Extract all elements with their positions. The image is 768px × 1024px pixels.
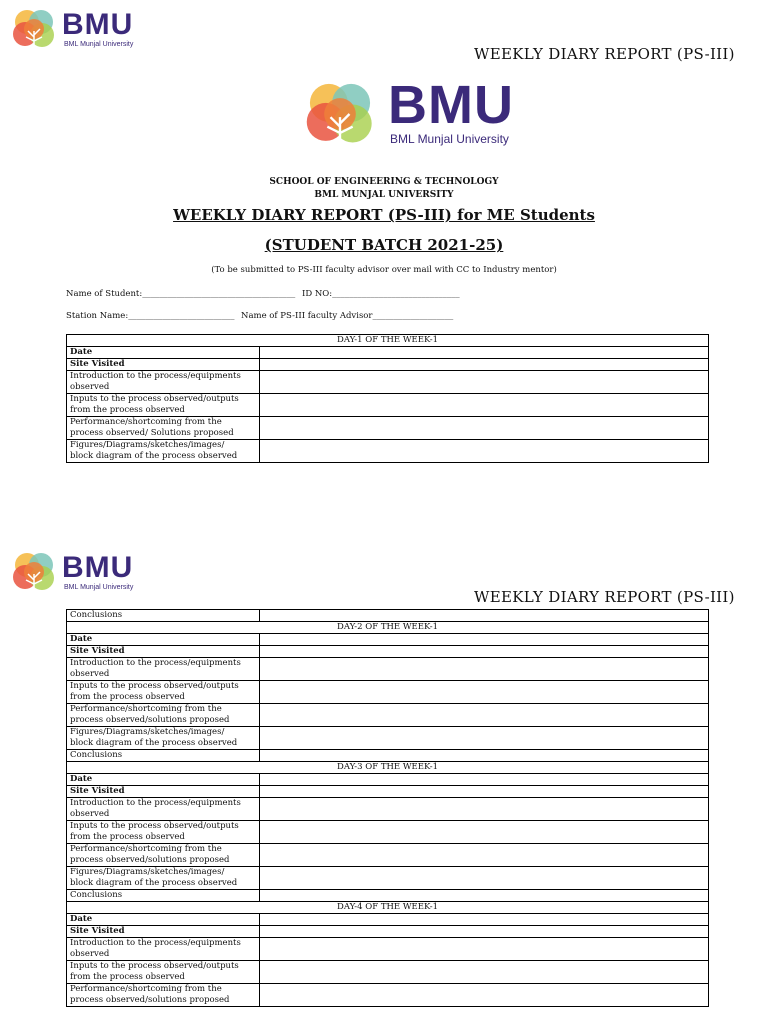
conclusions-cell[interactable]: [260, 750, 709, 762]
intro-label: Introduction to the process/equipments observed: [67, 371, 260, 394]
logo-subtitle: BML Munjal University: [64, 584, 134, 591]
day-heading: DAY-2 OF THE WEEK-1: [67, 622, 709, 634]
tree-logo-icon: [302, 76, 378, 152]
intro-cell[interactable]: [260, 371, 709, 394]
inputs-label: Inputs to the process observed/outputs from the process observed: [67, 821, 260, 844]
inputs-cell[interactable]: [260, 821, 709, 844]
date-label: Date: [67, 774, 260, 786]
performance-label: Performance/shortcoming from the process observed/solutions proposed: [67, 844, 260, 867]
site-label: Site Visited: [67, 646, 260, 658]
station-name-field[interactable]: Station Name:_________________________: [66, 311, 235, 321]
performance-cell[interactable]: [260, 844, 709, 867]
site-cell[interactable]: [260, 786, 709, 798]
submission-note: (To be submitted to PS-III faculty advisor over mail with CC to Industry mentor): [211, 265, 557, 275]
inputs-label: Inputs to the process observed/outputs from the process observed: [67, 961, 260, 984]
intro-label: Introduction to the process/equipments observed: [67, 798, 260, 821]
logo-name: BMU: [62, 8, 134, 41]
logo-name-large: BMU: [388, 75, 514, 135]
bmu-logo-large: [302, 76, 382, 156]
intro-cell[interactable]: [260, 798, 709, 821]
figures-label: Figures/Diagrams/sketches/images/ block diagram of the process observed: [67, 727, 260, 750]
performance-label: Performance/shortcoming from the process observed/solutions proposed: [67, 984, 260, 1007]
intro-cell[interactable]: [260, 938, 709, 961]
performance-cell[interactable]: [260, 417, 709, 440]
university-name: BML MUNJAL UNIVERSITY: [314, 190, 454, 200]
day1-table: [66, 334, 709, 463]
site-cell[interactable]: [260, 926, 709, 938]
day-heading: DAY-3 OF THE WEEK-1: [67, 762, 709, 774]
site-label: Site Visited: [67, 926, 260, 938]
day-heading: DAY-4 OF THE WEEK-1: [67, 902, 709, 914]
performance-label: Performance/shortcoming from the process observed/solutions proposed: [67, 704, 260, 727]
figures-cell[interactable]: [260, 867, 709, 890]
conclusions-label: Conclusions: [67, 890, 260, 902]
day-heading: DAY-1 OF THE WEEK-1: [67, 335, 709, 347]
id-field[interactable]: ID NO:______________________________: [302, 289, 460, 299]
date-cell[interactable]: [260, 634, 709, 646]
date-cell[interactable]: [260, 347, 709, 359]
date-label: Date: [67, 634, 260, 646]
date-label: Date: [67, 347, 260, 359]
site-label: Site Visited: [67, 786, 260, 798]
performance-cell[interactable]: [260, 984, 709, 1007]
tree-logo-icon: [10, 548, 58, 596]
figures-label: Figures/Diagrams/sketches/images/ block diagram of the process observed: [67, 867, 260, 890]
date-label: Date: [67, 914, 260, 926]
intro-label: Introduction to the process/equipments observed: [67, 658, 260, 681]
site-label: Site Visited: [67, 359, 260, 371]
figures-label: Figures/Diagrams/sketches/images/ block diagram of the process observed: [67, 440, 260, 463]
intro-cell[interactable]: [260, 658, 709, 681]
batch-title: (STUDENT BATCH 2021-25): [264, 236, 504, 254]
performance-cell[interactable]: [260, 704, 709, 727]
site-cell[interactable]: [260, 646, 709, 658]
conclusions-label: Conclusions: [67, 750, 260, 762]
page-title: WEEKLY DIARY REPORT (PS-III) for ME Students: [173, 206, 595, 224]
school-name: SCHOOL OF ENGINEERING & TECHNOLOGY: [269, 177, 499, 187]
continued-table: [66, 609, 709, 1007]
inputs-label: Inputs to the process observed/outputs from the process observed: [67, 681, 260, 704]
logo-name: BMU: [62, 551, 134, 584]
figures-cell[interactable]: [260, 727, 709, 750]
conclusions-cell[interactable]: [260, 890, 709, 902]
conclusions-cell[interactable]: [260, 610, 709, 622]
logo-subtitle-large: BML Munjal University: [390, 132, 509, 146]
date-cell[interactable]: [260, 914, 709, 926]
header-title: WEEKLY DIARY REPORT (PS-III): [474, 588, 735, 606]
inputs-label: Inputs to the process observed/outputs from the process observed: [67, 394, 260, 417]
performance-label: Performance/shortcoming from the process observed/ Solutions proposed: [67, 417, 260, 440]
logo-subtitle: BML Munjal University: [64, 41, 134, 48]
date-cell[interactable]: [260, 774, 709, 786]
inputs-cell[interactable]: [260, 961, 709, 984]
header-title: WEEKLY DIARY REPORT (PS-III): [474, 45, 735, 63]
inputs-cell[interactable]: [260, 394, 709, 417]
advisor-field[interactable]: Name of PS-III faculty Advisor___________________: [241, 311, 454, 321]
intro-label: Introduction to the process/equipments observed: [67, 938, 260, 961]
inputs-cell[interactable]: [260, 681, 709, 704]
site-cell[interactable]: [260, 359, 709, 371]
tree-logo-icon: [10, 5, 58, 53]
student-name-field[interactable]: Name of Student:____________________________________: [66, 289, 296, 299]
figures-cell[interactable]: [260, 440, 709, 463]
conclusions-label: Conclusions: [67, 610, 260, 622]
